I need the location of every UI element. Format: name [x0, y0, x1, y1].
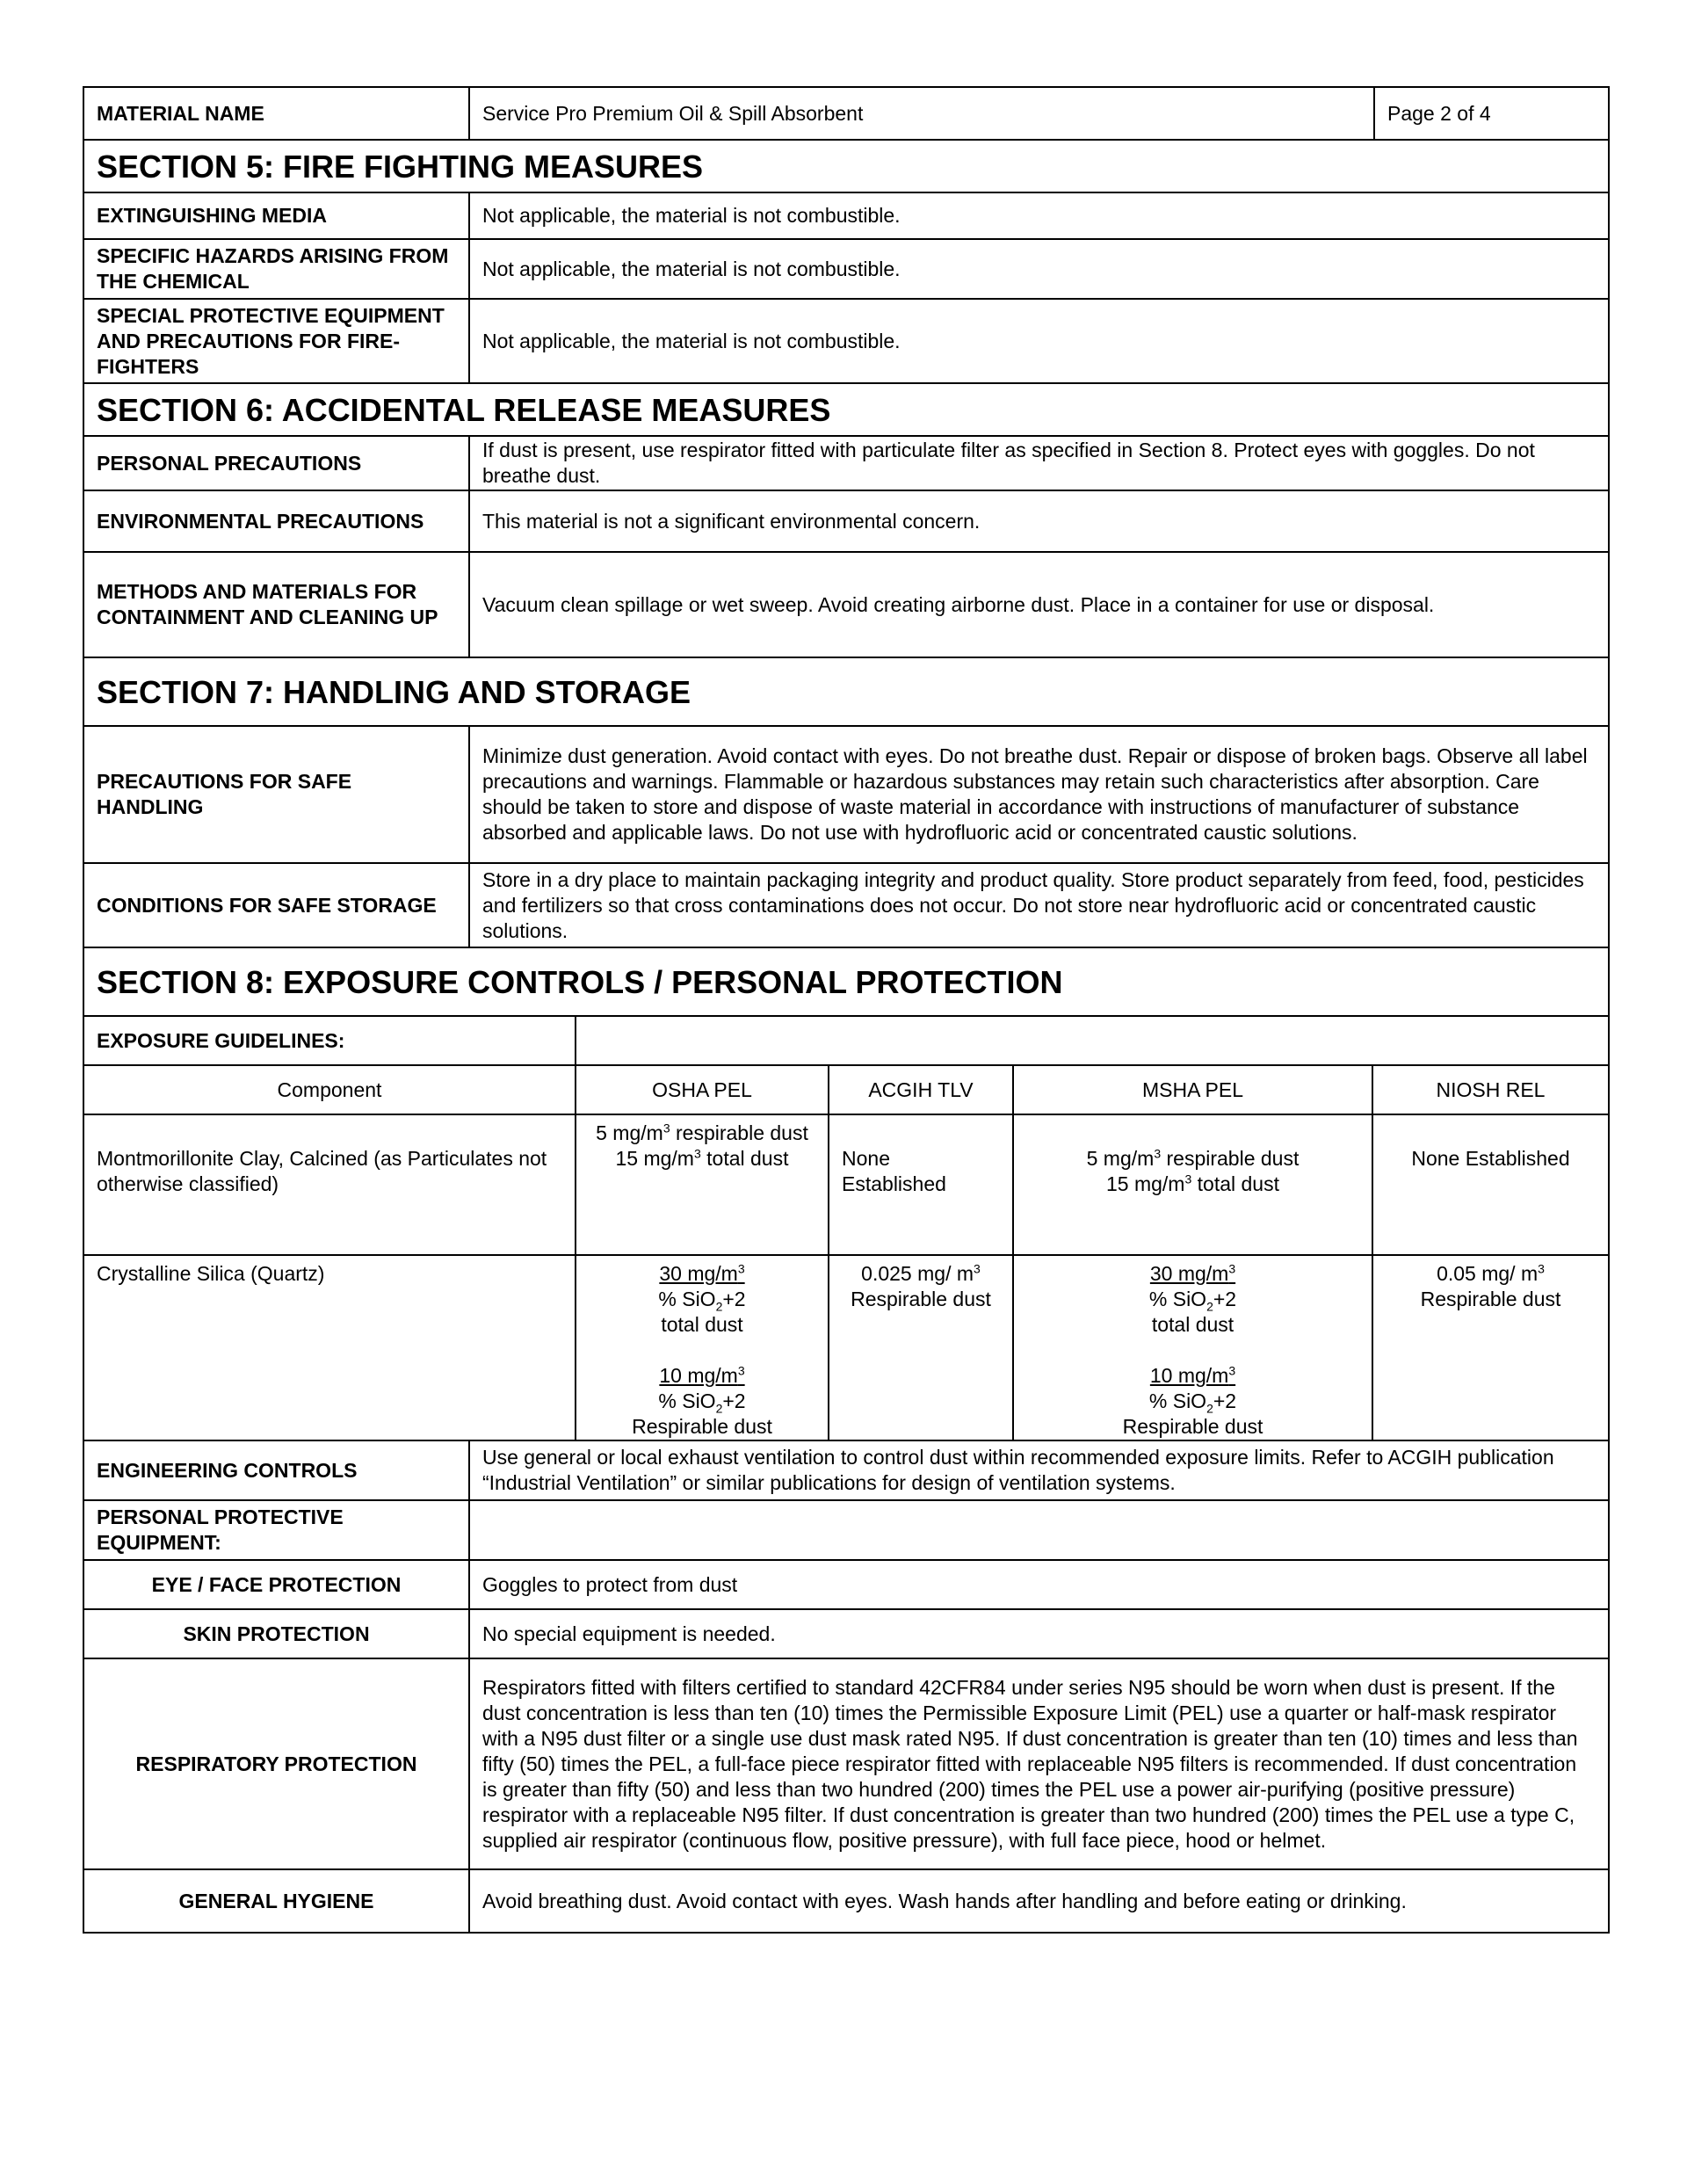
- clay-osha-total-value: 15 mg/m: [615, 1147, 694, 1170]
- clay-acgih: [829, 1114, 1013, 1255]
- clay-niosh: [1372, 1114, 1609, 1255]
- clay-msha: [1013, 1114, 1372, 1255]
- clay-component-text: Montmorillonite Clay, Calcined (as Particulates not otherwise classified): [97, 1147, 547, 1195]
- superscript: 3: [1228, 1363, 1236, 1378]
- firefighter-equipment-value: Not applicable, the material is not combustible.: [469, 299, 1609, 383]
- material-name-value: Service Pro Premium Oil & Spill Absorbent: [469, 87, 1374, 140]
- environmental-precautions-label: ENVIRONMENTAL PRECAUTIONS: [83, 490, 469, 552]
- extinguishing-media-label: EXTINGUISHING MEDIA: [83, 192, 469, 239]
- clay-msha-resp-text: respirable dust: [1161, 1147, 1300, 1170]
- superscript: 3: [737, 1261, 745, 1276]
- sections-5-7-table: [83, 139, 1610, 1017]
- table-row: [83, 1255, 1609, 1440]
- general-hygiene-value: Avoid breathing dust. Avoid contact with eyes. Wash hands after handling and before eating or drinking.: [469, 1869, 1609, 1933]
- silica-osha-resp-sio: % SiO: [658, 1389, 716, 1412]
- silica-niosh: [1372, 1255, 1609, 1440]
- silica-niosh-value: 0.05 mg/ m: [1437, 1262, 1539, 1285]
- superscript: 3: [693, 1146, 701, 1161]
- sds-page: [83, 86, 1608, 1934]
- silica-msha: [1013, 1255, 1372, 1440]
- safe-storage-label: CONDITIONS FOR SAFE STORAGE: [83, 863, 469, 947]
- section-6-title: SECTION 6: ACCIDENTAL RELEASE MEASURES: [83, 383, 1609, 436]
- firefighter-equipment-label: SPECIAL PROTECTIVE EQUIPMENT AND PRECAUTIONS FOR FIRE-FIGHTERS: [83, 299, 469, 383]
- silica-msha-resp-value: 10 mg/m: [1149, 1364, 1229, 1387]
- silica-osha-resp-text: Respirable dust: [632, 1415, 772, 1438]
- silica-acgih: [829, 1255, 1013, 1440]
- silica-component: Crystalline Silica (Quartz): [83, 1255, 576, 1440]
- col-msha-pel: MSHA PEL: [1013, 1065, 1372, 1114]
- silica-msha-resp-plus: +2: [1213, 1389, 1237, 1412]
- environmental-precautions-value: This material is not a significant environmental concern.: [469, 490, 1609, 552]
- superscript: 3: [1538, 1261, 1545, 1276]
- silica-msha-total-value: 30 mg/m: [1149, 1262, 1229, 1285]
- silica-osha-plus: +2: [722, 1288, 746, 1310]
- skin-protection-value: No special equipment is needed.: [469, 1609, 1609, 1658]
- engineering-controls-label: ENGINEERING CONTROLS: [83, 1440, 469, 1500]
- silica-acgih-text: Respirable dust: [851, 1288, 991, 1310]
- subscript: 2: [1206, 1401, 1213, 1416]
- respiratory-protection-label: RESPIRATORY PROTECTION: [83, 1658, 469, 1869]
- safe-storage-value: Store in a dry place to maintain packaging integrity and product quality. Store product separately from feed, food, pesticides and fertilizers so that cross contaminations does not occur. Do not store near hydrofluoric acid or concentrated caustic solutions.: [469, 863, 1609, 947]
- silica-acgih-value: 0.025 mg/ m: [861, 1262, 974, 1285]
- exposure-guidelines-table: [83, 1015, 1610, 1441]
- header-table: [83, 86, 1610, 141]
- silica-msha-total-text: total dust: [1151, 1313, 1234, 1336]
- general-hygiene-label: GENERAL HYGIENE: [83, 1869, 469, 1933]
- col-niosh-rel: NIOSH REL: [1372, 1065, 1609, 1114]
- clay-msha-total-text: total dust: [1191, 1172, 1279, 1195]
- superscript: 3: [737, 1363, 745, 1378]
- silica-osha-sio: % SiO: [658, 1288, 716, 1310]
- clay-osha-total-text: total dust: [700, 1147, 789, 1170]
- eye-protection-label: EYE / FACE PROTECTION: [83, 1560, 469, 1609]
- material-name-label: MATERIAL NAME: [83, 87, 469, 140]
- ppe-blank: [469, 1500, 1609, 1560]
- clay-msha-total-value: 15 mg/m: [1105, 1172, 1185, 1195]
- ppe-table: [83, 1440, 1610, 1934]
- clay-osha: [576, 1114, 829, 1255]
- personal-precautions-label: PERSONAL PRECAUTIONS: [83, 436, 469, 490]
- silica-msha-resp-text: Respirable dust: [1122, 1415, 1263, 1438]
- silica-msha-resp-sio: % SiO: [1148, 1389, 1207, 1412]
- extinguishing-media-value: Not applicable, the material is not combustible.: [469, 192, 1609, 239]
- containment-methods-value: Vacuum clean spillage or wet sweep. Avoid creating airborne dust. Place in a container for use or disposal.: [469, 552, 1609, 657]
- col-osha-pel: OSHA PEL: [576, 1065, 829, 1114]
- clay-acgih-text: None Established: [842, 1147, 946, 1195]
- silica-osha-resp-value: 10 mg/m: [659, 1364, 738, 1387]
- eye-protection-value: Goggles to protect from dust: [469, 1560, 1609, 1609]
- superscript: 3: [1228, 1261, 1236, 1276]
- clay-osha-resp-text: respirable dust: [670, 1121, 808, 1144]
- section-8-title: SECTION 8: EXPOSURE CONTROLS / PERSONAL PROTECTION: [83, 947, 1609, 1016]
- table-row: [83, 1114, 1609, 1255]
- personal-precautions-value: If dust is present, use respirator fitted with particulate filter as specified in Section 8. Protect eyes with goggles. Do not breathe dust.: [469, 436, 1609, 490]
- specific-hazards-label: SPECIFIC HAZARDS ARISING FROM THE CHEMICAL: [83, 239, 469, 299]
- clay-niosh-text: None Established: [1411, 1147, 1570, 1170]
- skin-protection-label: SKIN PROTECTION: [83, 1609, 469, 1658]
- superscript: 3: [1154, 1146, 1162, 1161]
- superscript: 3: [1184, 1172, 1192, 1186]
- clay-osha-resp-value: 5 mg/m: [596, 1121, 663, 1144]
- exposure-guidelines-blank: [576, 1016, 1609, 1065]
- subscript: 2: [1206, 1299, 1213, 1314]
- silica-msha-plus: +2: [1213, 1288, 1237, 1310]
- containment-methods-label: METHODS AND MATERIALS FOR CONTAINMENT AND CLEANING UP: [83, 552, 469, 657]
- silica-osha-total-text: total dust: [661, 1313, 743, 1336]
- section-7-title: SECTION 7: HANDLING AND STORAGE: [83, 657, 1609, 726]
- silica-osha: [576, 1255, 829, 1440]
- superscript: 3: [974, 1261, 981, 1276]
- specific-hazards-value: Not applicable, the material is not combustible.: [469, 239, 1609, 299]
- section-5-title: SECTION 5: FIRE FIGHTING MEASURES: [83, 140, 1609, 192]
- ppe-label: PERSONAL PROTECTIVE EQUIPMENT:: [83, 1500, 469, 1560]
- col-component: Component: [83, 1065, 576, 1114]
- respiratory-protection-value: Respirators fitted with filters certified to standard 42CFR84 under series N95 should be worn when dust is present. If the dust concentration is less than ten (10) times the Permissible Exposure Limit (PEL) use a quarter or half-mask respirator with a N95 dust filter or a single use dust mask rated N95. If dust concentration is greater than ten (10) times and less than fifty (50) times the PEL, a full-face piece respirator fitted with replaceable N95 filters is recommended. If dust concentration is greater than fifty (50) and less than two hundred (200) times the PEL use a power air-purifying (positive pressure) respirator with a replaceable N95 filter. If dust concentration is greater than two hundred (200) times the PEL use a type C, supplied air respirator (continuous flow, positive pressure), with full face piece, hood or helmet.: [469, 1658, 1609, 1869]
- subscript: 2: [715, 1401, 723, 1416]
- silica-osha-resp-plus: +2: [722, 1389, 746, 1412]
- clay-component: [83, 1114, 576, 1255]
- engineering-controls-value: Use general or local exhaust ventilation to control dust within recommended exposure limits. Refer to ACGIH publication “Industrial Ventilation” or similar publications for design of ventilation systems.: [469, 1440, 1609, 1500]
- silica-msha-sio: % SiO: [1148, 1288, 1207, 1310]
- exposure-guidelines-label: EXPOSURE GUIDELINES:: [83, 1016, 576, 1065]
- clay-msha-resp-value: 5 mg/m: [1086, 1147, 1155, 1170]
- silica-niosh-text: Respirable dust: [1420, 1288, 1561, 1310]
- safe-handling-value: Minimize dust generation. Avoid contact with eyes. Do not breathe dust. Repair or dispose of broken bags. Observe all label precautions and warnings. Flammable or hazardous substances may retain such characteristics after absorption. Care should be taken to store and dispose of waste material in accordance with instructions of manufacturer of substance absorbed and applicable laws. Do not use with hydrofluoric acid or concentrated caustic solutions.: [469, 726, 1609, 863]
- safe-handling-label: PRECAUTIONS FOR SAFE HANDLING: [83, 726, 469, 863]
- page-number: Page 2 of 4: [1374, 87, 1609, 140]
- col-acgih-tlv: ACGIH TLV: [829, 1065, 1013, 1114]
- subscript: 2: [715, 1299, 723, 1314]
- silica-osha-total-value: 30 mg/m: [659, 1262, 738, 1285]
- superscript: 3: [662, 1121, 670, 1136]
